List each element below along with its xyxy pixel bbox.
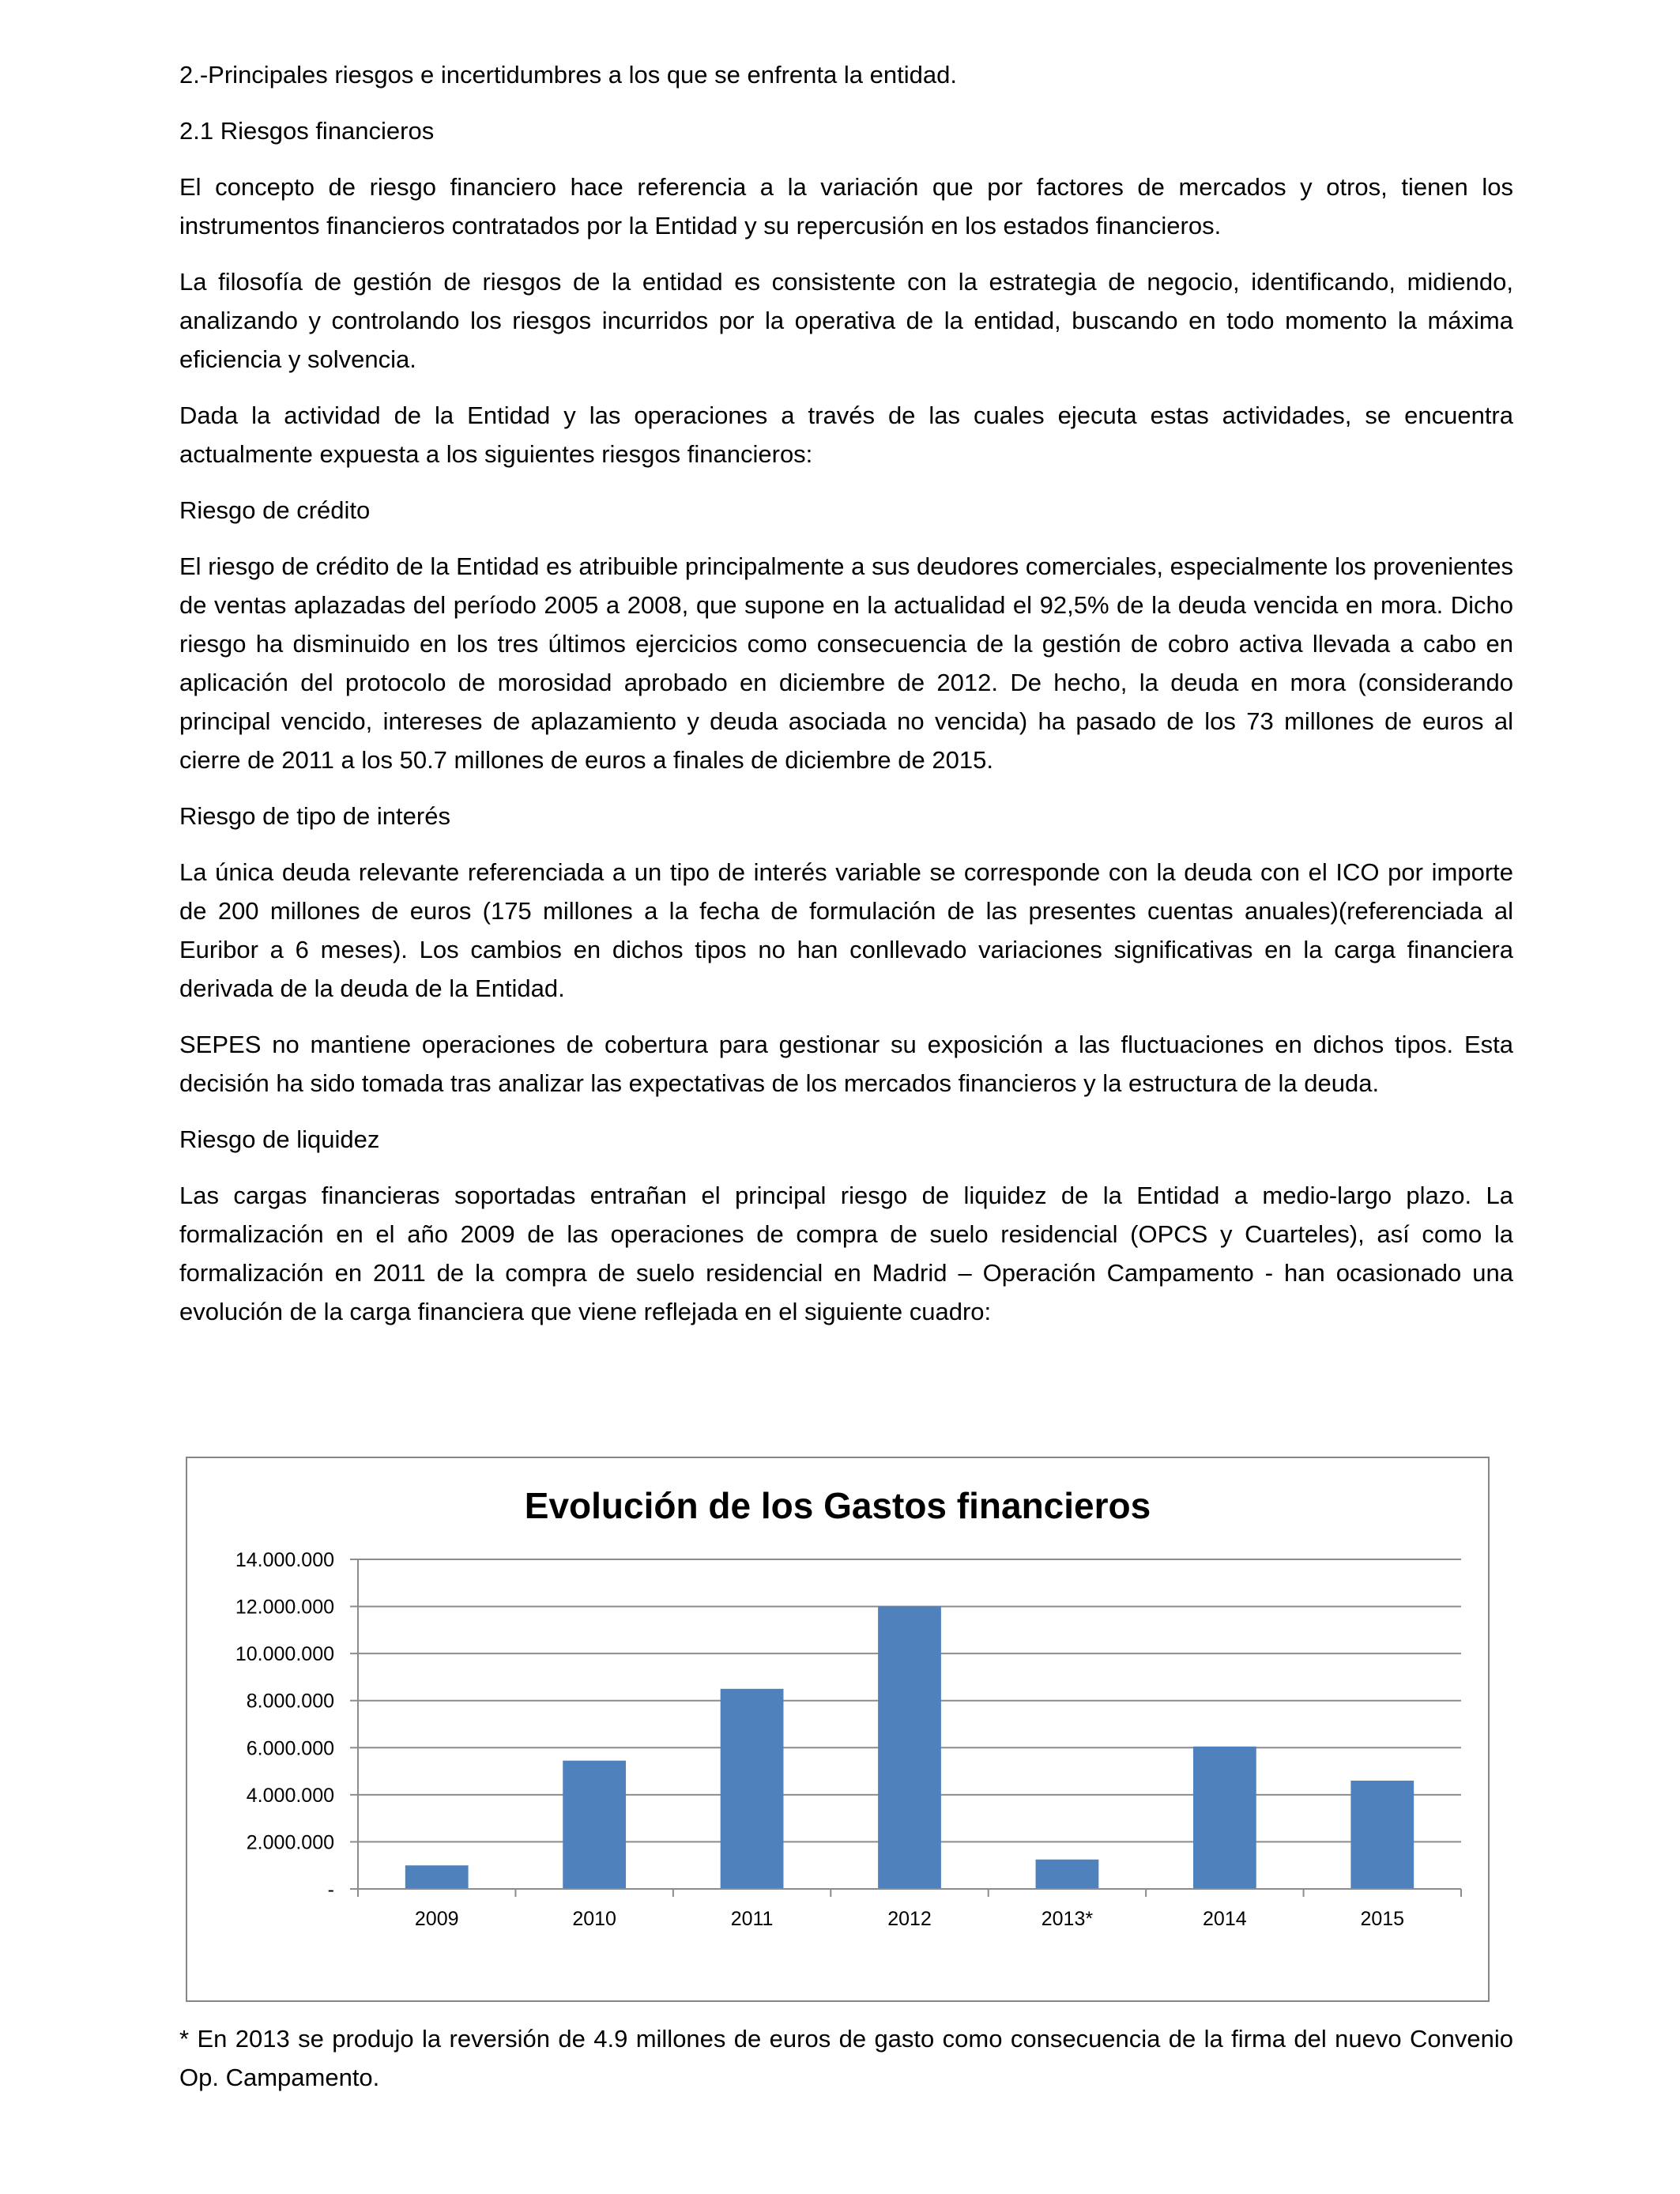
y-tick-label: 6.000.000	[246, 1737, 334, 1760]
bar-2009	[405, 1865, 469, 1889]
x-tick-label: 2012	[887, 1908, 932, 1930]
intro-paragraph-3: Dada la actividad de la Entidad y las operaciones a través de las cuales ejecuta estas actividades, se encuentra actualmente expuesta a los siguientes riesgos financieros:	[179, 401, 1513, 468]
chart-footnote: * En 2013 se produjo la reversión de 4.9 millones de euros de gasto como consecuencia de la firma del nuevo Convenio Op. Campamento.	[179, 2025, 1513, 2091]
chart-canvas	[187, 1458, 1488, 2000]
bar-2010	[563, 1761, 626, 1889]
bar-2014	[1193, 1747, 1256, 1889]
x-tick-label: 2009	[414, 1908, 459, 1930]
x-axis-tick-labels	[415, 1908, 1404, 1930]
section-title: 2.-Principales riesgos e incertidumbres a los que se enfrenta la entidad.	[179, 61, 957, 89]
bar-2013-star	[1036, 1860, 1099, 1889]
y-tick-label: 8.000.000	[246, 1690, 334, 1713]
y-tick-label: 2.000.000	[246, 1831, 334, 1854]
credit-risk-heading: Riesgo de crédito	[179, 496, 371, 524]
liquidity-risk-paragraph: Las cargas financieras soportadas entrañan el principal riesgo de liquidez de la Entidad a medio-largo plazo. La formalización en el año 2009 de las operaciones de compra de suelo residencial (OPCS y Cuarteles), así como la formalización en 2011 de la compra de suelo residencial en Madrid – Operación Campamento - han ocasionado una evolución de la carga financiera que viene reflejada en el siguiente cuadro:	[179, 1182, 1513, 1325]
y-tick-label: 10.000.000	[235, 1643, 334, 1666]
document-body	[179, 55, 1513, 1348]
x-tick-label: 2015	[1360, 1908, 1405, 1930]
y-tick-label: 12.000.000	[235, 1596, 334, 1619]
subsection-title: 2.1 Riesgos financieros	[179, 117, 435, 145]
liquidity-risk-heading: Riesgo de liquidez	[179, 1125, 380, 1153]
bar-2012	[878, 1607, 941, 1889]
intro-paragraph-1: El concepto de riesgo financiero hace referencia a la variación que por factores de mercados y otros, tienen los instrumentos financieros contratados por la Entidad y su repercusión en los estados financieros.	[179, 173, 1513, 239]
bar-2015	[1350, 1781, 1414, 1889]
y-axis-tick-labels	[235, 1549, 334, 1901]
interest-risk-paragraph-1: La única deuda relevante referenciada a un tipo de interés variable se corresponde con la deuda con el ICO por importe de 200 millones de euros (175 millones a la fecha de formulación de las presentes cuentas anuales)(referenciada al Euribor a 6 meses). Los cambios en dichos tipos no han conllevado variaciones significativas en la carga financiera derivada de la deuda de la Entidad.	[179, 858, 1513, 1002]
y-tick-label: 4.000.000	[246, 1784, 334, 1807]
x-tick-label: 2014	[1203, 1908, 1247, 1930]
credit-risk-paragraph: El riesgo de crédito de la Entidad es atribuible principalmente a sus deudores comerciales, especialmente los provenientes de ventas aplazadas del período 2005 a 2008, que supone en la actualidad el 92,5% de la deuda vencida en mora. Dicho riesgo ha disminuido en los tres últimos ejercicios como consecuencia de la gestión de cobro activa llevada a cabo en aplicación del protocolo de morosidad aprobado en diciembre de 2012. De hecho, la deuda en mora (considerando principal vencido, intereses de aplazamiento y deuda asociada no vencida) ha pasado de los 73 millones de euros al cierre de 2011 a los 50.7 millones de euros a finales de diciembre de 2015.	[179, 552, 1513, 774]
interest-risk-heading: Riesgo de tipo de interés	[179, 802, 450, 830]
x-tick-label: 2013*	[1041, 1908, 1094, 1930]
y-tick-label: 14.000.000	[235, 1549, 334, 1571]
x-tick-label: 2010	[572, 1908, 616, 1930]
intro-paragraph-2: La filosofía de gestión de riesgos de la entidad es consistente con la estrategia de negocio, identificando, midiendo, analizando y controlando los riesgos incurridos por la operativa de la entidad, buscando en todo momento la máxima eficiencia y solvencia.	[179, 268, 1513, 373]
financial-expenses-chart	[186, 1457, 1490, 2002]
bar-2011	[721, 1689, 784, 1889]
x-tick-label: 2011	[730, 1908, 774, 1930]
chart-title: Evolución de los Gastos financieros	[524, 1485, 1151, 1526]
interest-risk-paragraph-2: SEPES no mantiene operaciones de cobertura para gestionar su exposición a las fluctuaciones en dichos tipos. Esta decisión ha sido tomada tras analizar las expectativas de los mercados financieros y la estructura de la deuda.	[179, 1031, 1513, 1097]
y-tick-label: -	[327, 1879, 334, 1901]
